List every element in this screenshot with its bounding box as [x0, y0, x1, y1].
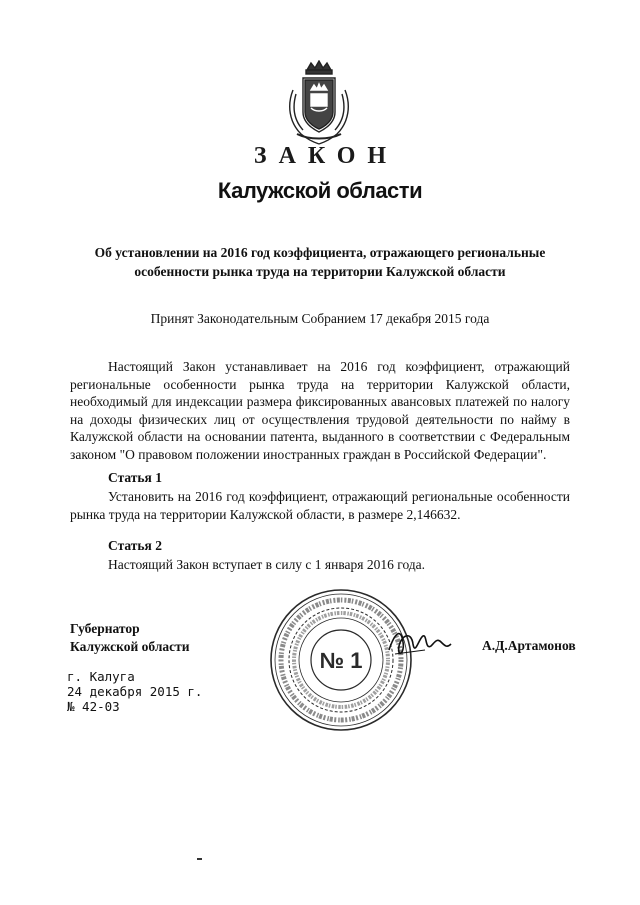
handwritten-signature-icon — [385, 620, 455, 665]
scan-artifact — [197, 858, 202, 860]
region-title: Калужской области — [217, 178, 423, 203]
article-2-heading: Статья 2 — [108, 538, 162, 553]
governor-name: А.Д.Артамонов — [482, 638, 576, 653]
coat-of-arms-icon — [283, 60, 355, 146]
document-type-title: ЗАКОН — [253, 143, 399, 169]
seal-number: № 1 — [319, 648, 363, 673]
place-date-number — [67, 669, 202, 714]
governor-position-line: Калужской области — [70, 639, 190, 654]
law-title-line: особенности рынка труда на территории Калужской области — [134, 264, 506, 279]
signing-date: 24 декабря 2015 г. — [67, 684, 203, 699]
preamble-paragraph: Настоящий Закон устанавливает на 2016 год коэффициент, отражающий региональные особенности рынка труда на территории Калужской области, необходимый для индексации размера фиксированных авансовых платежей по налогу на доходы физических лиц от осуществления трудовой деятельности по найму в Калужской области на основании патента, выданного в соответствии с Федеральным законом "О правовом положении иностранных граждан в Российской Федерации". — [70, 359, 570, 462]
adoption-note: Принят Законодательным Собранием 17 декабря 2015 года — [150, 311, 490, 326]
article-1-heading: Статья 1 — [108, 470, 162, 485]
governor-position — [70, 620, 190, 656]
law-title — [60, 243, 580, 281]
governor-position-line: Губернатор — [70, 621, 140, 636]
city: г. Калуга — [67, 669, 135, 684]
article-1-text: Установить на 2016 год коэффициент, отражающий региональные особенности рынка труда на территории Калужской области, в размере 2,146632. — [70, 489, 570, 522]
law-title-line: Об установлении на 2016 год коэффициента, отражающего региональные — [94, 245, 546, 260]
article-2-text: Настоящий Закон вступает в силу с 1 января 2016 года. — [108, 557, 426, 572]
law-number: № 42-03 — [67, 699, 120, 714]
